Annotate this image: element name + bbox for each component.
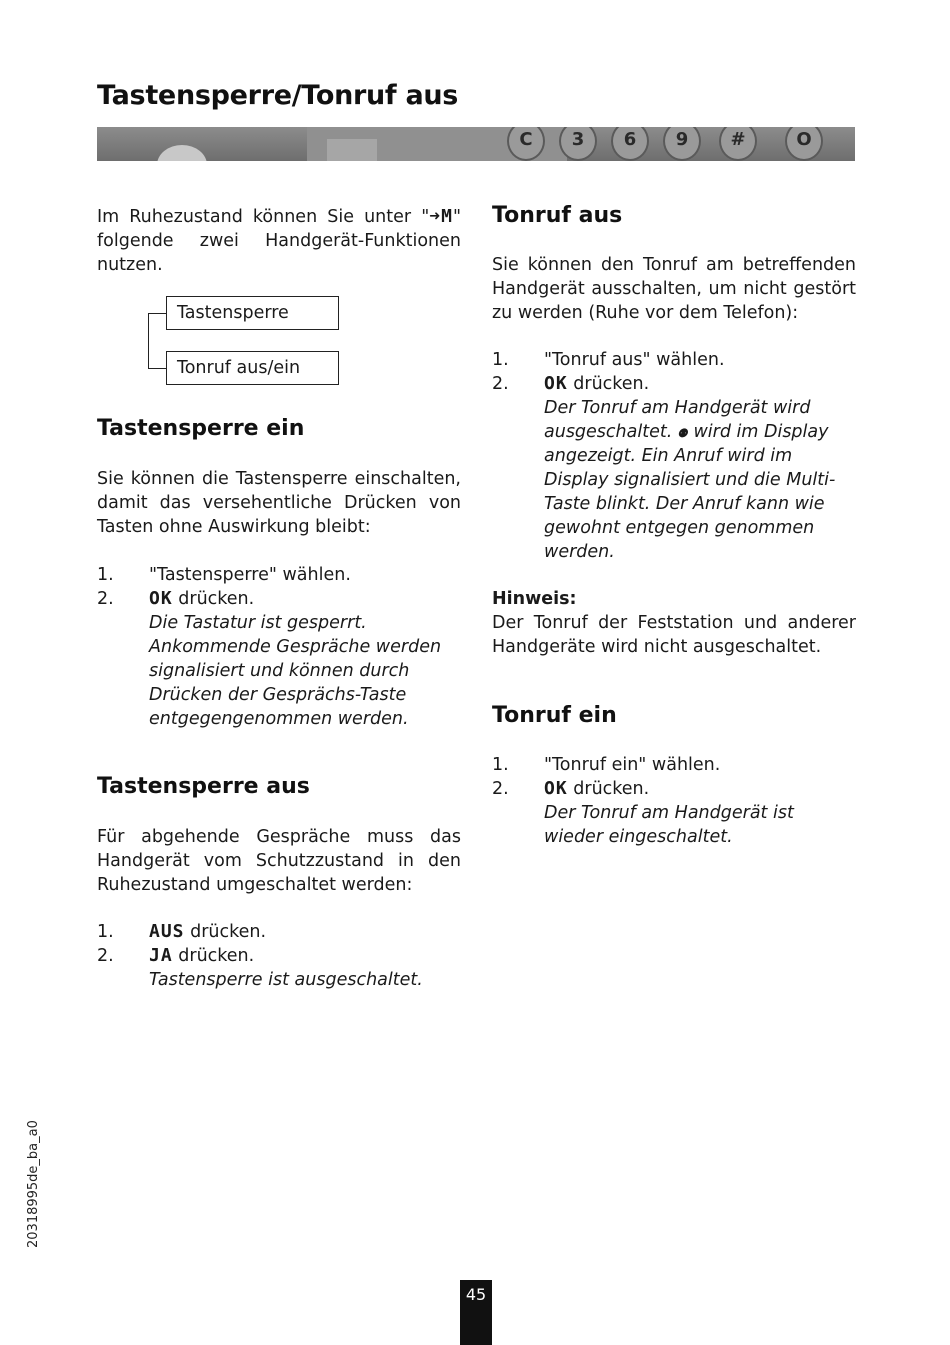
tastensperre-aus-paragraph: Für abgehende Gespräche muss das Handgerät vom Schutzzustand in den Ruhezustand umgeschaltet werden: — [97, 827, 461, 895]
tonruf-ein-note: Der Tonruf am Handgerät ist wieder eingeschaltet. — [544, 803, 794, 847]
step-number: 2. — [492, 374, 509, 394]
step-number: 2. — [97, 946, 114, 966]
ok-key-icon: OK — [149, 588, 173, 609]
intro-text-end: " folgende zwei Handgerät-Funktionen nutzen. — [97, 207, 461, 275]
step-number: 1. — [492, 755, 509, 775]
step-text: drücken. — [178, 946, 255, 966]
tonruf-aus-paragraph: Sie können den Tonruf am betreffenden Handgerät ausschalten, um nicht gestört zu werden (Ruhe vor dem Telefon): — [492, 255, 856, 323]
menu-bracket-line — [148, 313, 149, 368]
note-text-start: Der Tonruf am Handgerät wird ausgeschaltet. — [544, 398, 811, 442]
step-text: "Tonruf aus" wählen. — [544, 350, 725, 370]
step-number: 1. — [97, 565, 114, 585]
heading-tastensperre-aus: Tastensperre aus — [97, 774, 310, 799]
tastensperre-aus-note: Tastensperre ist ausgeschaltet. — [149, 970, 423, 990]
page-title: Tastensperre/Tonruf aus — [97, 80, 459, 111]
step-2 — [97, 587, 461, 611]
page-number: 45 — [460, 1280, 492, 1345]
ok-key-icon: OK — [544, 373, 568, 394]
heading-tonruf-ein: Tonruf ein — [492, 703, 617, 728]
ok-key-icon: OK — [544, 778, 568, 799]
step-1 — [492, 753, 856, 777]
step-text: drücken. — [573, 374, 650, 394]
step-text: "Tastensperre" wählen. — [149, 565, 351, 585]
handset-keypad-photo — [97, 127, 855, 161]
step-number: 1. — [97, 922, 114, 942]
hint-label: Hinweis: — [492, 589, 577, 609]
display-highlight-graphic — [327, 139, 377, 161]
menu-item-tastensperre: Tastensperre — [166, 296, 339, 330]
step-2 — [492, 372, 856, 396]
key-hash-graphic: # — [719, 127, 757, 161]
step-text: drücken. — [190, 922, 267, 942]
tastensperre-ein-paragraph: Sie können die Tastensperre einschalten, damit das versehentliche Drücken von Tasten ohne Auswirkung bleibt: — [97, 469, 461, 537]
step-1 — [97, 920, 461, 944]
heading-tonruf-aus: Tonruf aus — [492, 203, 623, 228]
key-c-graphic: C — [507, 127, 545, 161]
round-button-graphic — [157, 145, 207, 161]
ja-key-icon: JA — [149, 945, 173, 966]
step-number: 2. — [492, 779, 509, 799]
step-2 — [97, 944, 461, 968]
step-1 — [492, 348, 856, 372]
menu-bracket-top — [148, 313, 166, 314]
step-1 — [97, 563, 461, 587]
step-text: drücken. — [573, 779, 650, 799]
note-text-end: wird im Display angezeigt. Ein Anruf wird im Display signalisiert und die Multi-Taste blinkt. Der Anruf kann wie gewohnt entgegen genommen werden. — [544, 422, 836, 562]
aus-key-icon: AUS — [149, 921, 185, 942]
menu-icon: ➜M — [429, 206, 453, 227]
heading-tastensperre-ein: Tastensperre ein — [97, 416, 305, 441]
tastensperre-ein-note: Die Tastatur ist gesperrt. Ankommende Gespräche werden signalisiert und können durch Drücken der Gesprächs-Taste entgegengenommen werden. — [149, 613, 442, 729]
key-o-graphic: O — [785, 127, 823, 161]
intro-text-start: Im Ruhezustand können Sie unter " — [97, 207, 430, 227]
ringer-off-icon: ⚉ — [677, 423, 688, 441]
step-number: 1. — [492, 350, 509, 370]
intro-paragraph — [97, 205, 461, 277]
step-text: drücken. — [178, 589, 255, 609]
key-9-graphic: 9 — [663, 127, 701, 161]
hint-text: Der Tonruf der Feststation und anderer Handgeräte wird nicht ausgeschaltet. — [492, 613, 856, 657]
menu-item-tonruf: Tonruf aus/ein — [166, 351, 339, 385]
menu-bracket-bottom — [148, 368, 166, 369]
step-number: 2. — [97, 589, 114, 609]
key-6-graphic: 6 — [611, 127, 649, 161]
tonruf-aus-note — [544, 396, 856, 564]
step-text: "Tonruf ein" wählen. — [544, 755, 721, 775]
key-3-graphic: 3 — [559, 127, 597, 161]
document-id: 20318995de_ba_a0 — [26, 1120, 41, 1248]
step-2 — [492, 777, 856, 801]
